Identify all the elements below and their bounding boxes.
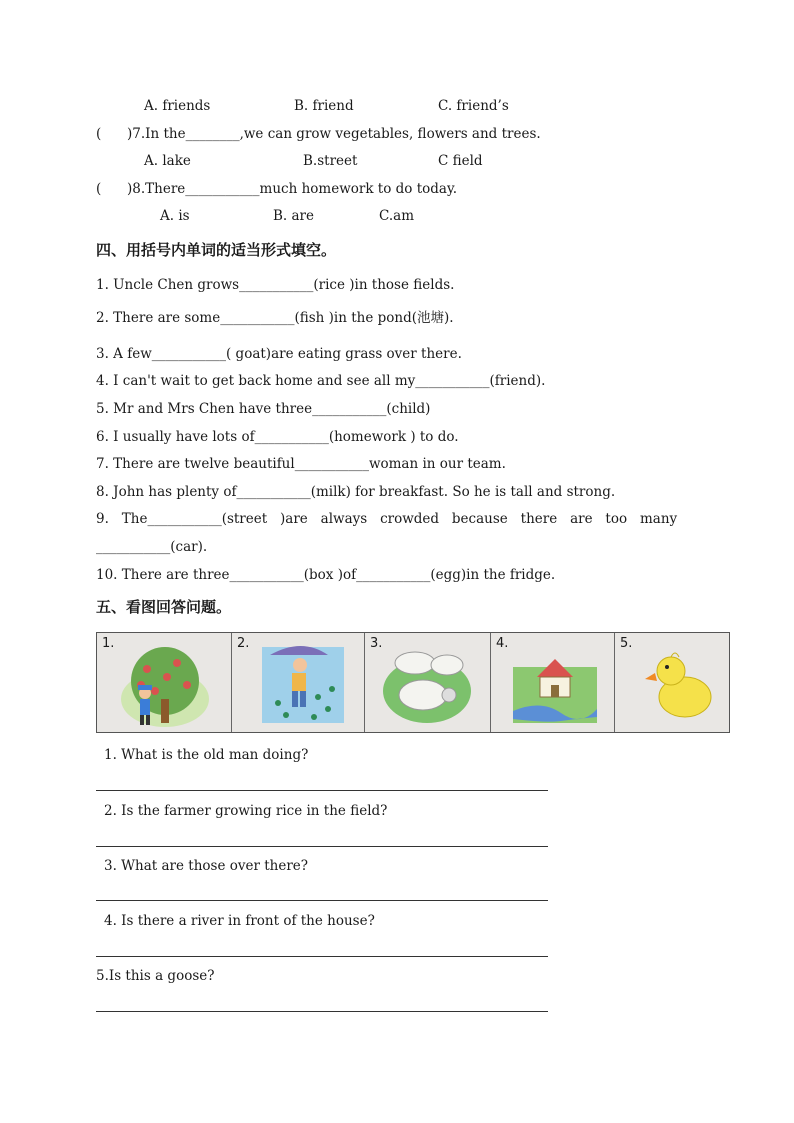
section4-item: 8. John has plenty of___________(milk) for breakfast. So he is tall and strong. (96, 484, 616, 500)
section4-item: 1. Uncle Chen grows___________(rice )in those fields. (96, 277, 455, 293)
picture-3 (365, 633, 491, 732)
question-4: 4. Is there a river in front of the house? (104, 913, 375, 929)
man-picking-fruit-icon (97, 633, 232, 732)
picture-strip (96, 632, 730, 733)
section4-item: 4. I can't wait to get back home and see all my___________(friend). (96, 373, 546, 389)
q8-option-a: A. is (160, 208, 190, 224)
answer-line-1[interactable] (96, 790, 548, 791)
question-1: 1. What is the old man doing? (104, 747, 309, 763)
answer-line-5[interactable] (96, 1011, 548, 1012)
q6-option-c: C. friend’s (438, 98, 509, 114)
q6-option-a: A. friends (144, 98, 211, 114)
house-with-river-icon (491, 633, 615, 732)
sheep-icon (365, 633, 491, 732)
section4-title: 四、用括号内单词的适当形式填空。 (96, 241, 337, 259)
duck-icon (615, 633, 729, 732)
q8-option-b: B. are (273, 208, 314, 224)
picture-number: 4. (496, 636, 509, 651)
section4-item: 7. There are twelve beautiful___________woman in our team. (96, 456, 506, 472)
q7-option-b: B.street (303, 153, 358, 169)
picture-number: 2. (237, 636, 250, 651)
section4-item: 3. A few___________( goat)are eating grass over there. (96, 346, 462, 362)
section4-item: 9. The___________(street )are always crowded because there are too many (96, 511, 678, 527)
q7-option-a: A. lake (144, 153, 191, 169)
q7-stem: ( )7.In the________,we can grow vegetables, flowers and trees. (96, 126, 541, 142)
q8-option-c: C.am (379, 208, 414, 224)
picture-2 (232, 633, 365, 732)
picture-number: 5. (620, 636, 633, 651)
section4-item: 5. Mr and Mrs Chen have three___________(child) (96, 401, 431, 417)
q8-stem: ( )8.There___________much homework to do today. (96, 181, 458, 197)
picture-1 (97, 633, 232, 732)
picture-number: 1. (102, 636, 115, 651)
answer-line-2[interactable] (96, 846, 548, 847)
picture-5 (615, 633, 729, 732)
section4-item: ___________(car). (96, 539, 208, 555)
picture-4 (491, 633, 615, 732)
q6-option-b: B. friend (294, 98, 354, 114)
section4-item: 10. There are three___________(box )of___________(egg)in the fridge. (96, 567, 556, 583)
question-3: 3. What are those over there? (104, 858, 309, 874)
answer-line-4[interactable] (96, 956, 548, 957)
question-5: 5.Is this a goose? (96, 968, 215, 984)
question-2: 2. Is the farmer growing rice in the field? (104, 803, 388, 819)
section5-title: 五、看图回答问题。 (96, 598, 232, 616)
section4-item: 6. I usually have lots of___________(homework ) to do. (96, 429, 459, 445)
picture-number: 3. (370, 636, 383, 651)
farmer-planting-rice-icon (232, 633, 365, 732)
q7-option-c: C field (438, 153, 483, 169)
answer-line-3[interactable] (96, 900, 548, 901)
section4-item: 2. There are some___________(fish )in the pond(池塘). (96, 310, 454, 326)
